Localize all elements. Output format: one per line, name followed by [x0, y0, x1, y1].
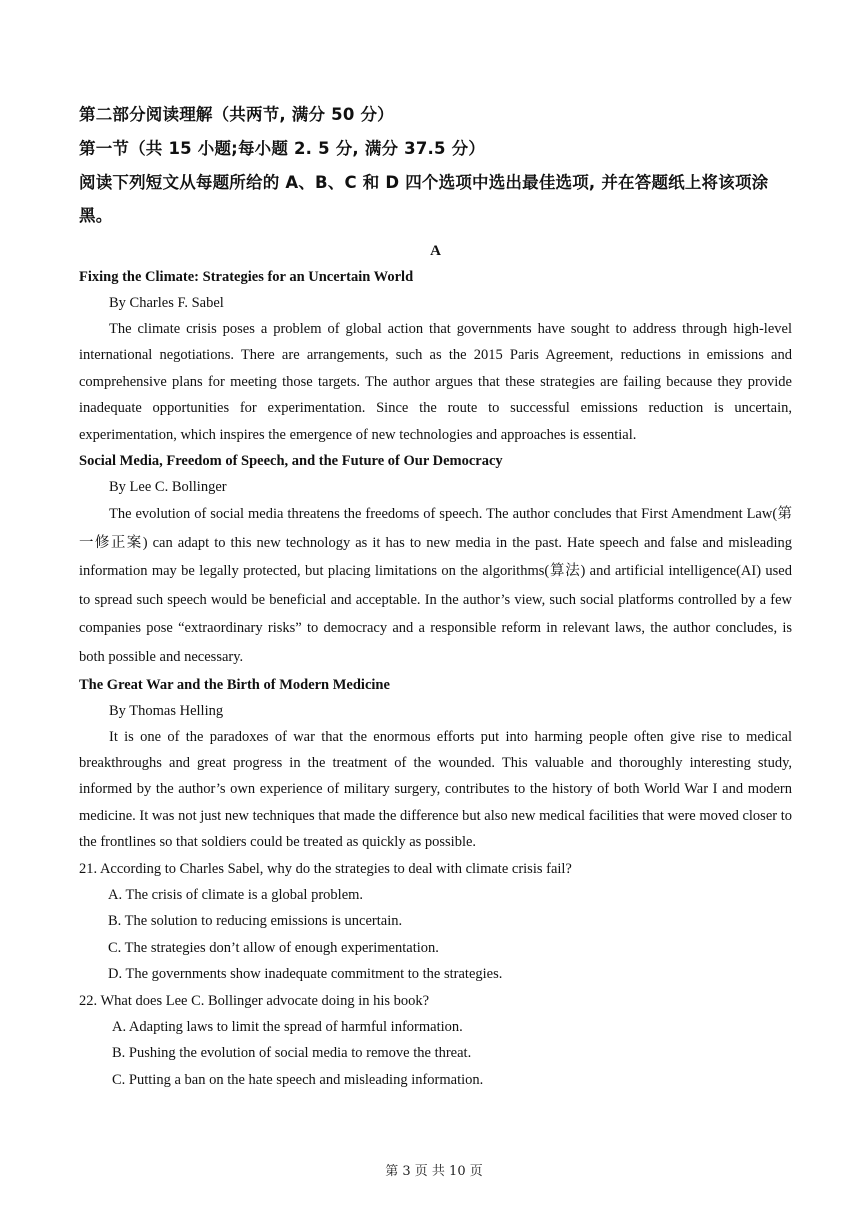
book-title: Fixing the Climate: Strategies for an Uncertain World [79, 269, 414, 285]
book-review: The evolution of social media threatens the freedoms of speech. The author concludes that First Amendment Law(第一修正案) can adapt to this new technology as it has to new media in the past. Hate speech and false and misleading information may be legally protected, but placing limitations on the algorithms(算法) and artificial intelligence(AI) used to spread such speech would be beneficial and acceptable. In the author’s view, such social platforms controlled by a few companies pose “extraordinary risks” to democracy and a responsible reform in relevant laws, the author concludes, is both possible and necessary. [79, 506, 792, 665]
question-option: C. Putting a ban on the hate speech and misleading information. [112, 1071, 484, 1088]
passage-label: A [430, 243, 441, 259]
book-review: The climate crisis poses a problem of global action that governments have sought to address through high-level international negotiations. There are arrangements, such as the 2015 Paris Agreement, reductions in emissions and comprehensive plans for meeting those targets. The author argues that these strategies are failing because they provide inadequate opportunities for experimentation. Since the route to successful emissions reduction is uncertain, experimentation, which inspires the emergence of new technologies and approaches is essential. [79, 321, 792, 443]
part-title: 第二部分阅读理解（共两节, 满分 50 分） [79, 105, 394, 124]
book-review: It is one of the paradoxes of war that the enormous efforts put into harming people often give rise to medical breakthroughs and great progress in the treatment of the wounded. This valuable and thoroughly interesting study, informed by the author’s own experience of military surgery, contributes to the history of both World War I and modern medicine. It was not just new techniques that made the difference but also new medical facilities that were moved closer to the frontlines so that soldiers could be treated as quickly as possible. [79, 728, 792, 851]
question-option: D. The governments show inadequate commitment to the strategies. [108, 966, 503, 983]
question-stem: 22. What does Lee C. Bollinger advocate doing in his book? [79, 992, 430, 1009]
book-author: By Thomas Helling [109, 702, 224, 719]
book-title: Social Media, Freedom of Speech, and the Future of Our Democracy [79, 453, 503, 470]
book-author: By Lee C. Bollinger [109, 479, 227, 496]
question-option: B. Pushing the evolution of social media to remove the threat. [112, 1045, 472, 1062]
page-number: 第 3 页 共 10 页 [385, 1164, 483, 1179]
book-title: The Great War and the Birth of Modern Medicine [79, 676, 390, 693]
question-option: B. The solution to reducing emissions is uncertain. [108, 913, 403, 930]
page-content [79, 98, 792, 1093]
question-stem: 21. According to Charles Sabel, why do the strategies to deal with climate crisis fail? [79, 860, 572, 877]
instruction: 阅读下列短文从每题所给的 A、B、C 和 D 四个选项中选出最佳选项, 并在答题纸上将该项涂黑。 [79, 173, 769, 225]
section-title: 第一节（共 15 小题;每小题 2. 5 分, 满分 37.5 分） [79, 139, 486, 158]
question-option: C. The strategies don’t allow of enough experimentation. [108, 939, 439, 956]
question-option: A. Adapting laws to limit the spread of harmful information. [112, 1019, 463, 1036]
question-option: A. The crisis of climate is a global problem. [108, 887, 364, 904]
book-author: By Charles F. Sabel [109, 295, 224, 311]
